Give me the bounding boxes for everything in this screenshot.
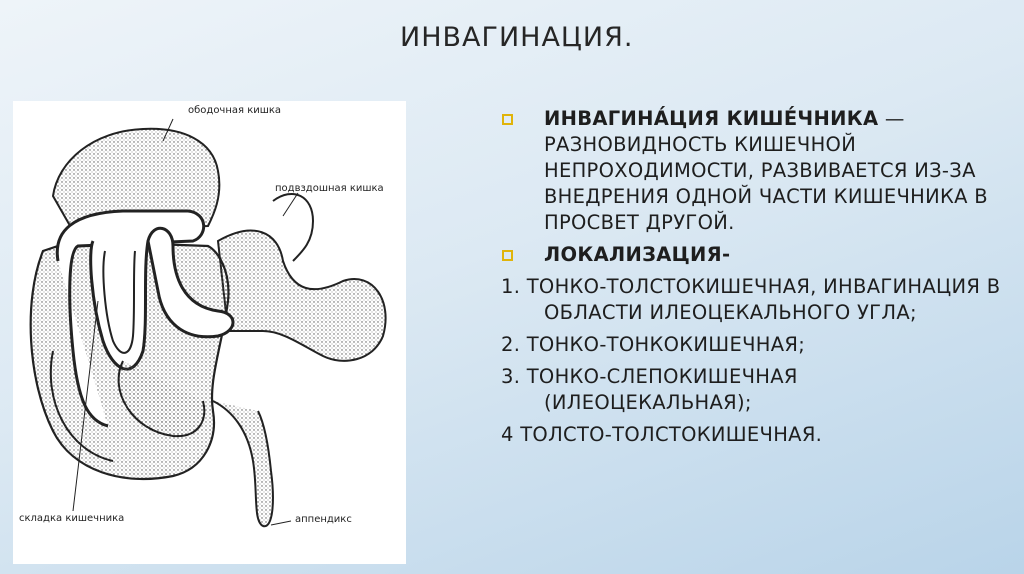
definition-bullet: [496, 106, 1006, 236]
list-item: 4 ТОЛСТО-ТОЛСТОКИШЕЧНАЯ.: [501, 423, 823, 446]
list-item: 2. ТОНКО-ТОНКОКИШЕЧНАЯ;: [501, 333, 806, 356]
label-ileum: подвздошная кишка: [275, 183, 384, 194]
definition-text: — РАЗНОВИДНОСТЬ КИШЕЧНОЙ НЕПРОХОДИМОСТИ, РАЗВИВАЕТСЯ ИЗ-ЗА ВНЕДРЕНИЯ ОДНОЙ ЧАСТИ КИШЕЧНИКА В ПРОСВЕТ ДРУГОЙ.: [544, 107, 988, 234]
list-item: 3. ТОНКО-СЛЕПОКИШЕЧНАЯ (ИЛЕОЦЕКАЛЬНАЯ);: [501, 365, 798, 414]
square-bullet-icon: [502, 114, 513, 125]
localization-bullet: [496, 242, 1006, 268]
square-bullet-icon: [502, 250, 513, 261]
label-appendix: аппендикс: [295, 514, 352, 525]
label-colon: ободочная кишка: [188, 105, 282, 116]
intestine-drawing: [13, 101, 406, 564]
definition-term: ИНВАГИНА́ЦИЯ КИШЕ́ЧНИКА: [544, 107, 879, 130]
slide-title: ИНВАГИНАЦИЯ.: [400, 22, 634, 53]
localization-heading: ЛОКАЛИЗАЦИЯ-: [544, 243, 731, 266]
list-item: 1. ТОНКО-ТОЛСТОКИШЕЧНАЯ, ИНВАГИНАЦИЯ В ОБЛАСТИ ИЛЕОЦЕКАЛЬНОГО УГЛА;: [501, 275, 1001, 324]
label-fold: складка кишечника: [19, 513, 125, 524]
anatomy-illustration: [13, 101, 406, 564]
slide-text: [496, 106, 1006, 454]
